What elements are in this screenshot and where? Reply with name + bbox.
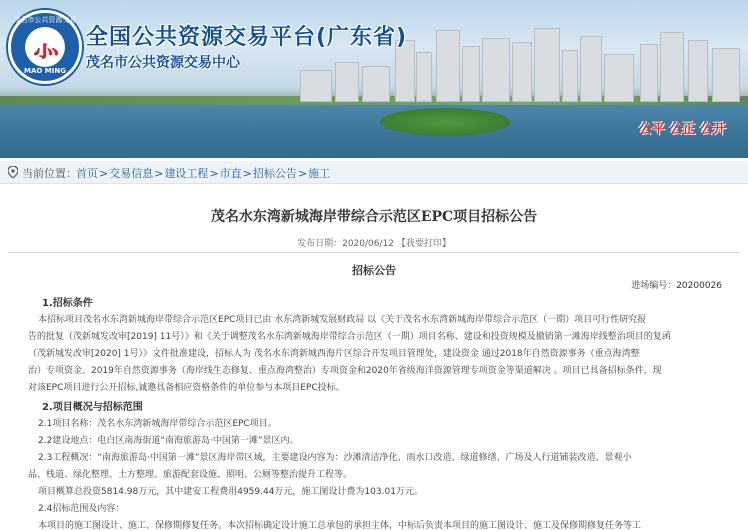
print-link[interactable]: 【我要打印】 [396,239,451,249]
breadcrumb [0,161,748,184]
banner-building [562,50,578,102]
breadcrumb-separator: > [297,167,308,180]
banner-building [604,54,634,102]
banner-building [580,36,602,102]
location-pin-icon [8,166,18,178]
paragraph-line: 本招标项目茂名水东湾新城海岸带综合示范区EPC项目已由 水东湾新城发展财政局 以《关于茂名水东湾新城海岸带综合示范区（一期）项目可行性研究报 [38,315,647,325]
article-meta [8,236,740,249]
banner-building [660,32,684,102]
banner-building [534,28,560,102]
banner-building [436,30,460,102]
banner-water [0,105,748,158]
logo-mark-icon: ⺗ [31,29,61,64]
list-item: 项目概算总投资5814.98万元，其中建安工程费用4959.44万元，施工图设计费为103.01万元。 [38,487,423,497]
banner-building [640,44,658,102]
site-slogan: 公平 公正 公开 [638,122,726,137]
banner-building [482,38,510,102]
banner-building [512,42,532,102]
article-content [8,190,740,530]
banner-building [335,62,359,102]
logo-english-text: MAO MING [24,67,66,75]
title-divider [8,252,740,253]
list-item: 2.3工程概况：“南海旅游岛·中国第一滩”景区海岸带区域，主要建设内容为：沙滩清洁净化、雨水口改造、绿道修缮、广场及人行道铺装改造、景观小 [38,453,632,463]
list-item: 品、栈道、绿化整理、土方整理、旅游配套设施、照明、公厕等整治提升工程等。 [28,470,353,480]
breadcrumb-separator: > [242,167,252,180]
list-item: 2.2建设地点：电白区南海街道“南海旅游岛·中国第一滩”景区内。 [38,436,299,446]
banner-building [712,48,740,102]
banner-building [362,66,390,102]
breadcrumb-label: 当前位置： [22,167,77,180]
section-title: 2.项目概况与招标范围 [42,402,143,413]
list-item: 2.1项目名称：茂名水东湾新城海岸带综合示范区EPC项目。 [38,419,277,429]
banner-building [300,70,332,102]
paragraph-line: 治）专项资金、2019年自然资源事务（海岸线生态修复、重点海湾整治）专项资金和2020年省级海洋资源管理专项资金等渠道解决 。项目已具备招标条件，现 [28,366,662,376]
publish-date: 发布日期：2020/06/12 [297,239,394,249]
document-heading: 招标公告 [352,264,396,277]
section-title: 1.招标条件 [42,298,93,309]
breadcrumb-link-home[interactable]: 首页 [76,167,98,180]
breadcrumb-link-trade-info[interactable]: 交易信息 [109,167,154,180]
list-item: 2.4招标范围及内容： [38,504,125,514]
site-subtitle: 茂名市公共资源交易中心 [86,55,240,71]
site-title: 全国公共资源交易平台(广东省) [86,25,408,50]
paragraph-line: （茂新城发改审[2020] 1号）》文件批准建设，招标人为 茂名水东湾新城西海片区综合开发项目管理处，建设资金 通过2018年自然资源事务（重点海湾整 [28,349,640,359]
site-logo[interactable] [8,10,82,84]
banner-island [380,108,510,136]
breadcrumb-link-city[interactable]: 市直 [219,167,242,180]
breadcrumb-separator: > [154,167,164,180]
article-title: 茂名水东湾新城海岸带综合示范区EPC项目招标公告 [210,209,538,225]
breadcrumb-link-tender-notice[interactable]: 招标公告 [252,167,297,180]
banner-building [462,46,480,102]
breadcrumb-links [76,165,330,181]
paragraph-line: 对该EPC项目进行公开招标,诚邀具备相应资格条件的单位参与本项目EPC投标。 [28,383,345,393]
paragraph-line: 告的批复（茂新城发改审[2019] 11号）》和《关于调整茂名水东湾新城海岸带综合示范区（一期）项目名称、建设和投资规模及撤销第一滩海岸线整治项目的复函 [28,332,671,342]
banner-building [416,52,432,102]
breadcrumb-separator: > [99,167,109,180]
project-number: 进场编号：20200026 [631,281,722,291]
breadcrumb-link-construction-work[interactable]: 施工 [308,167,331,180]
logo-ring-text: 茂名市公共资源交易 [13,16,77,24]
header-banner [0,0,748,158]
list-item: 本项目的施工图设计、施工、保修期修复任务。本次招标确定设计施工总承包的承担主体，中标后负责本项目的施工图设计、施工及保修期修复任务等工 [38,521,642,531]
breadcrumb-link-construction[interactable]: 建设工程 [164,167,209,180]
banner-building [688,40,708,102]
breadcrumb-separator: > [209,167,219,180]
